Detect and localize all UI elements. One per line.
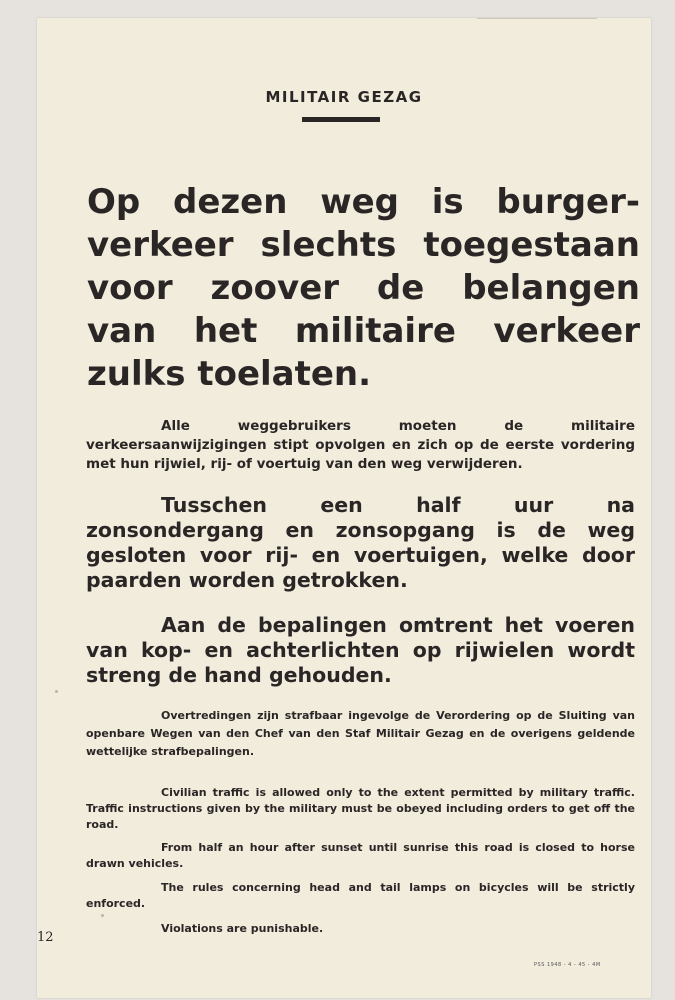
paragraph-violations-english: Violations are punishable.: [161, 922, 324, 935]
headline-line: van het militaire verkeer: [87, 311, 640, 351]
paragraph-lamps-english: The rules concerning head and tail lamps on bicycles will be strictly enforced.: [86, 881, 635, 910]
paragraph-bicycle-lamps: Aan de bepalingen omtrent het voeren van kop- en achterlichten op rijwielen wordt streng de hand gehouden.: [86, 613, 635, 687]
poster-header: MILITAIR GEZAG: [265, 88, 423, 106]
paragraph-road-users: Alle weggebruikers moeten de militaire verkeersaanwijzigingen stipt opvolgen en zich op de eerste vordering met hun rijwiel, rij- of voertuig van den weg verwijderen.: [86, 418, 635, 472]
headline-line: zulks toelaten.: [87, 354, 372, 394]
poster-sheet: [37, 18, 651, 998]
page-number: 12: [37, 930, 54, 945]
header-rule: [302, 117, 380, 122]
paper-speck: [55, 690, 58, 693]
headline-line: Op dezen weg is burger-: [87, 182, 640, 222]
torn-edge: [477, 18, 597, 59]
paper-speck: [101, 914, 104, 917]
headline: [87, 181, 640, 396]
paragraph-violations-dutch: Overtredingen zijn strafbaar ingevolge de Verordering op de Sluiting van openbare Wegen van den Chef van den Staf Militair Gezag en de overigens geldende wettelijke strafbepalingen.: [86, 709, 635, 758]
paragraph-closure-horse-vehicles: Tusschen een half uur na zonsondergang en zonsopgang is de weg gesloten voor rij- en voertuigen, welke door paarden worden getrokken.: [86, 493, 635, 592]
printer-mark: PSS 1948 - 4 - 45 - 4M: [534, 962, 601, 968]
paragraph-road-closed-english: From half an hour after sunset until sunrise this road is closed to horse drawn vehicles.: [86, 841, 635, 870]
headline-line: verkeer slechts toegestaan: [87, 225, 640, 265]
paragraph-civilian-traffic-english: Civilian traffic is allowed only to the extent permitted by military traffic. Traffic instructions given by the military must be obeyed including orders to get off the road.: [86, 786, 635, 831]
headline-line: voor zoover de belangen: [87, 268, 640, 308]
